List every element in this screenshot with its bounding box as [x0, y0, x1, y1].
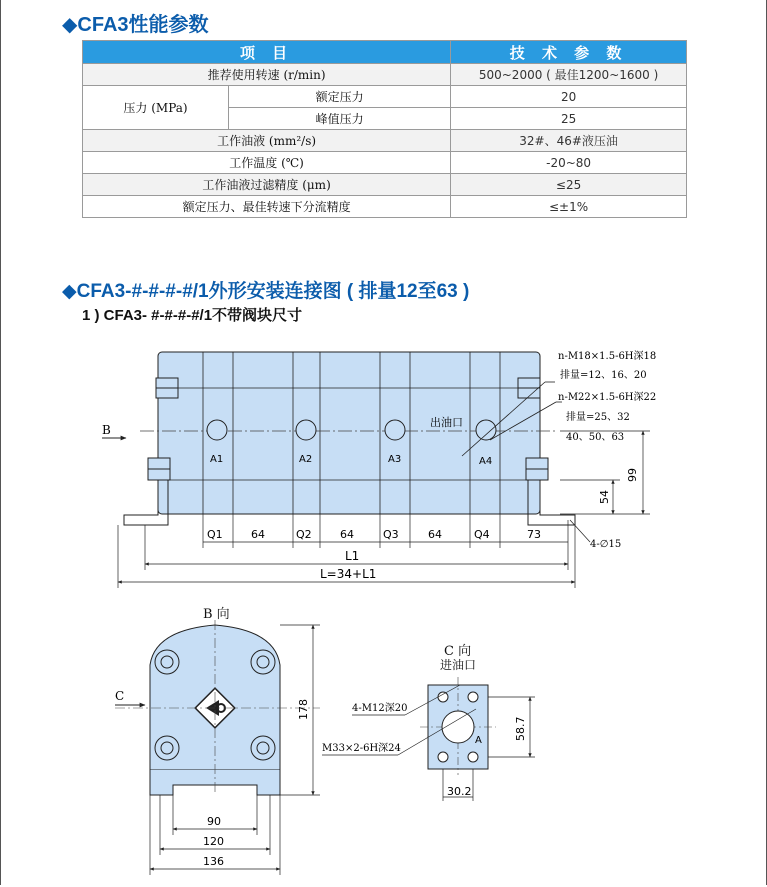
inlet-port-label: A — [475, 735, 482, 746]
header-item: 项 目 — [83, 41, 451, 64]
view-c-arrow-label: C — [115, 689, 125, 703]
table-row — [83, 174, 687, 196]
table-row — [83, 64, 687, 86]
dim-99: 99 — [626, 468, 639, 482]
dim-54: 54 — [598, 490, 611, 504]
row-sublabel: 额定压力 — [229, 86, 451, 108]
row-label: 工作油液过滤精度 (μm) — [83, 174, 451, 196]
segment-64-b: 64 — [340, 528, 354, 541]
front-view-drawing — [0, 330, 767, 590]
port-label-a1: A1 — [210, 454, 224, 465]
row-value: 20 — [451, 86, 687, 108]
displacement-note-2: 排量=25、32 — [566, 412, 630, 423]
table-row — [83, 152, 687, 174]
table-header-row — [83, 41, 687, 64]
thread-note-c2: M33×2-6H深24 — [322, 743, 401, 754]
segment-73: 73 — [527, 528, 541, 541]
view-c-subtitle: 进油口 — [440, 658, 477, 672]
table-row — [83, 130, 687, 152]
segment-q3: Q3 — [383, 528, 399, 541]
dim-136: 136 — [203, 855, 224, 868]
displacement-note-2b: 40、50、63 — [566, 432, 625, 443]
port-label-a3: A3 — [388, 454, 402, 465]
port-label-a4: A4 — [479, 456, 493, 467]
row-value: 25 — [451, 108, 687, 130]
segment-q2: Q2 — [296, 528, 312, 541]
section-title-drawing: ◆CFA3-#-#-#-#/1外形安装连接图 ( 排量12至63 ) — [62, 281, 470, 302]
row-label: 工作温度 (℃) — [83, 152, 451, 174]
outlet-label: 出油口 — [430, 416, 463, 429]
mount-holes-note: 4-∅15 — [590, 539, 622, 550]
row-label: 推荐使用转速 (r/min) — [83, 64, 451, 86]
thread-note-c1: 4-M12深20 — [352, 703, 408, 714]
row-value: 32#、46#液压油 — [451, 130, 687, 152]
subsection-title: 1 ) CFA3- #-#-#-#/1不带阀块尺寸 — [82, 307, 303, 324]
dim-90: 90 — [207, 815, 221, 828]
row-value: 500~2000 ( 最佳1200~1600 ) — [451, 64, 687, 86]
table-row — [83, 86, 687, 108]
port-label-a2: A2 — [299, 454, 313, 465]
view-c-title: C 向 — [444, 644, 472, 659]
dim-l-total: L=34+L1 — [320, 567, 377, 581]
row-value: -20~80 — [451, 152, 687, 174]
dim-178: 178 — [297, 699, 310, 720]
view-b-arrow-label: B — [102, 423, 111, 437]
dim-l1: L1 — [345, 549, 360, 563]
segment-q1: Q1 — [207, 528, 223, 541]
segment-64-c: 64 — [428, 528, 442, 541]
row-label: 工作油液 (mm²/s) — [83, 130, 451, 152]
row-value: ≤25 — [451, 174, 687, 196]
thread-note-2: n-M22×1.5-6H深22 — [558, 392, 657, 403]
dim-30-2: 30.2 — [447, 785, 472, 798]
view-c-drawing — [300, 675, 550, 810]
table-row — [83, 196, 687, 218]
header-params: 技 术 参 数 — [451, 41, 687, 64]
row-sublabel: 峰值压力 — [229, 108, 451, 130]
displacement-note-1: 排量=12、16、20 — [560, 370, 647, 381]
dim-120: 120 — [203, 835, 224, 848]
row-label: 额定压力、最佳转速下分流精度 — [83, 196, 451, 218]
dim-58-7: 58.7 — [514, 716, 527, 741]
thread-note-1: n-M18×1.5-6H深18 — [558, 351, 657, 362]
row-label: 压力 (MPa) — [83, 86, 229, 130]
view-b-title: B 向 — [203, 607, 230, 622]
segment-q4: Q4 — [474, 528, 490, 541]
section-title-performance: ◆CFA3性能参数 — [62, 14, 209, 36]
performance-table — [82, 40, 687, 218]
segment-64-a: 64 — [251, 528, 265, 541]
row-value: ≤±1% — [451, 196, 687, 218]
